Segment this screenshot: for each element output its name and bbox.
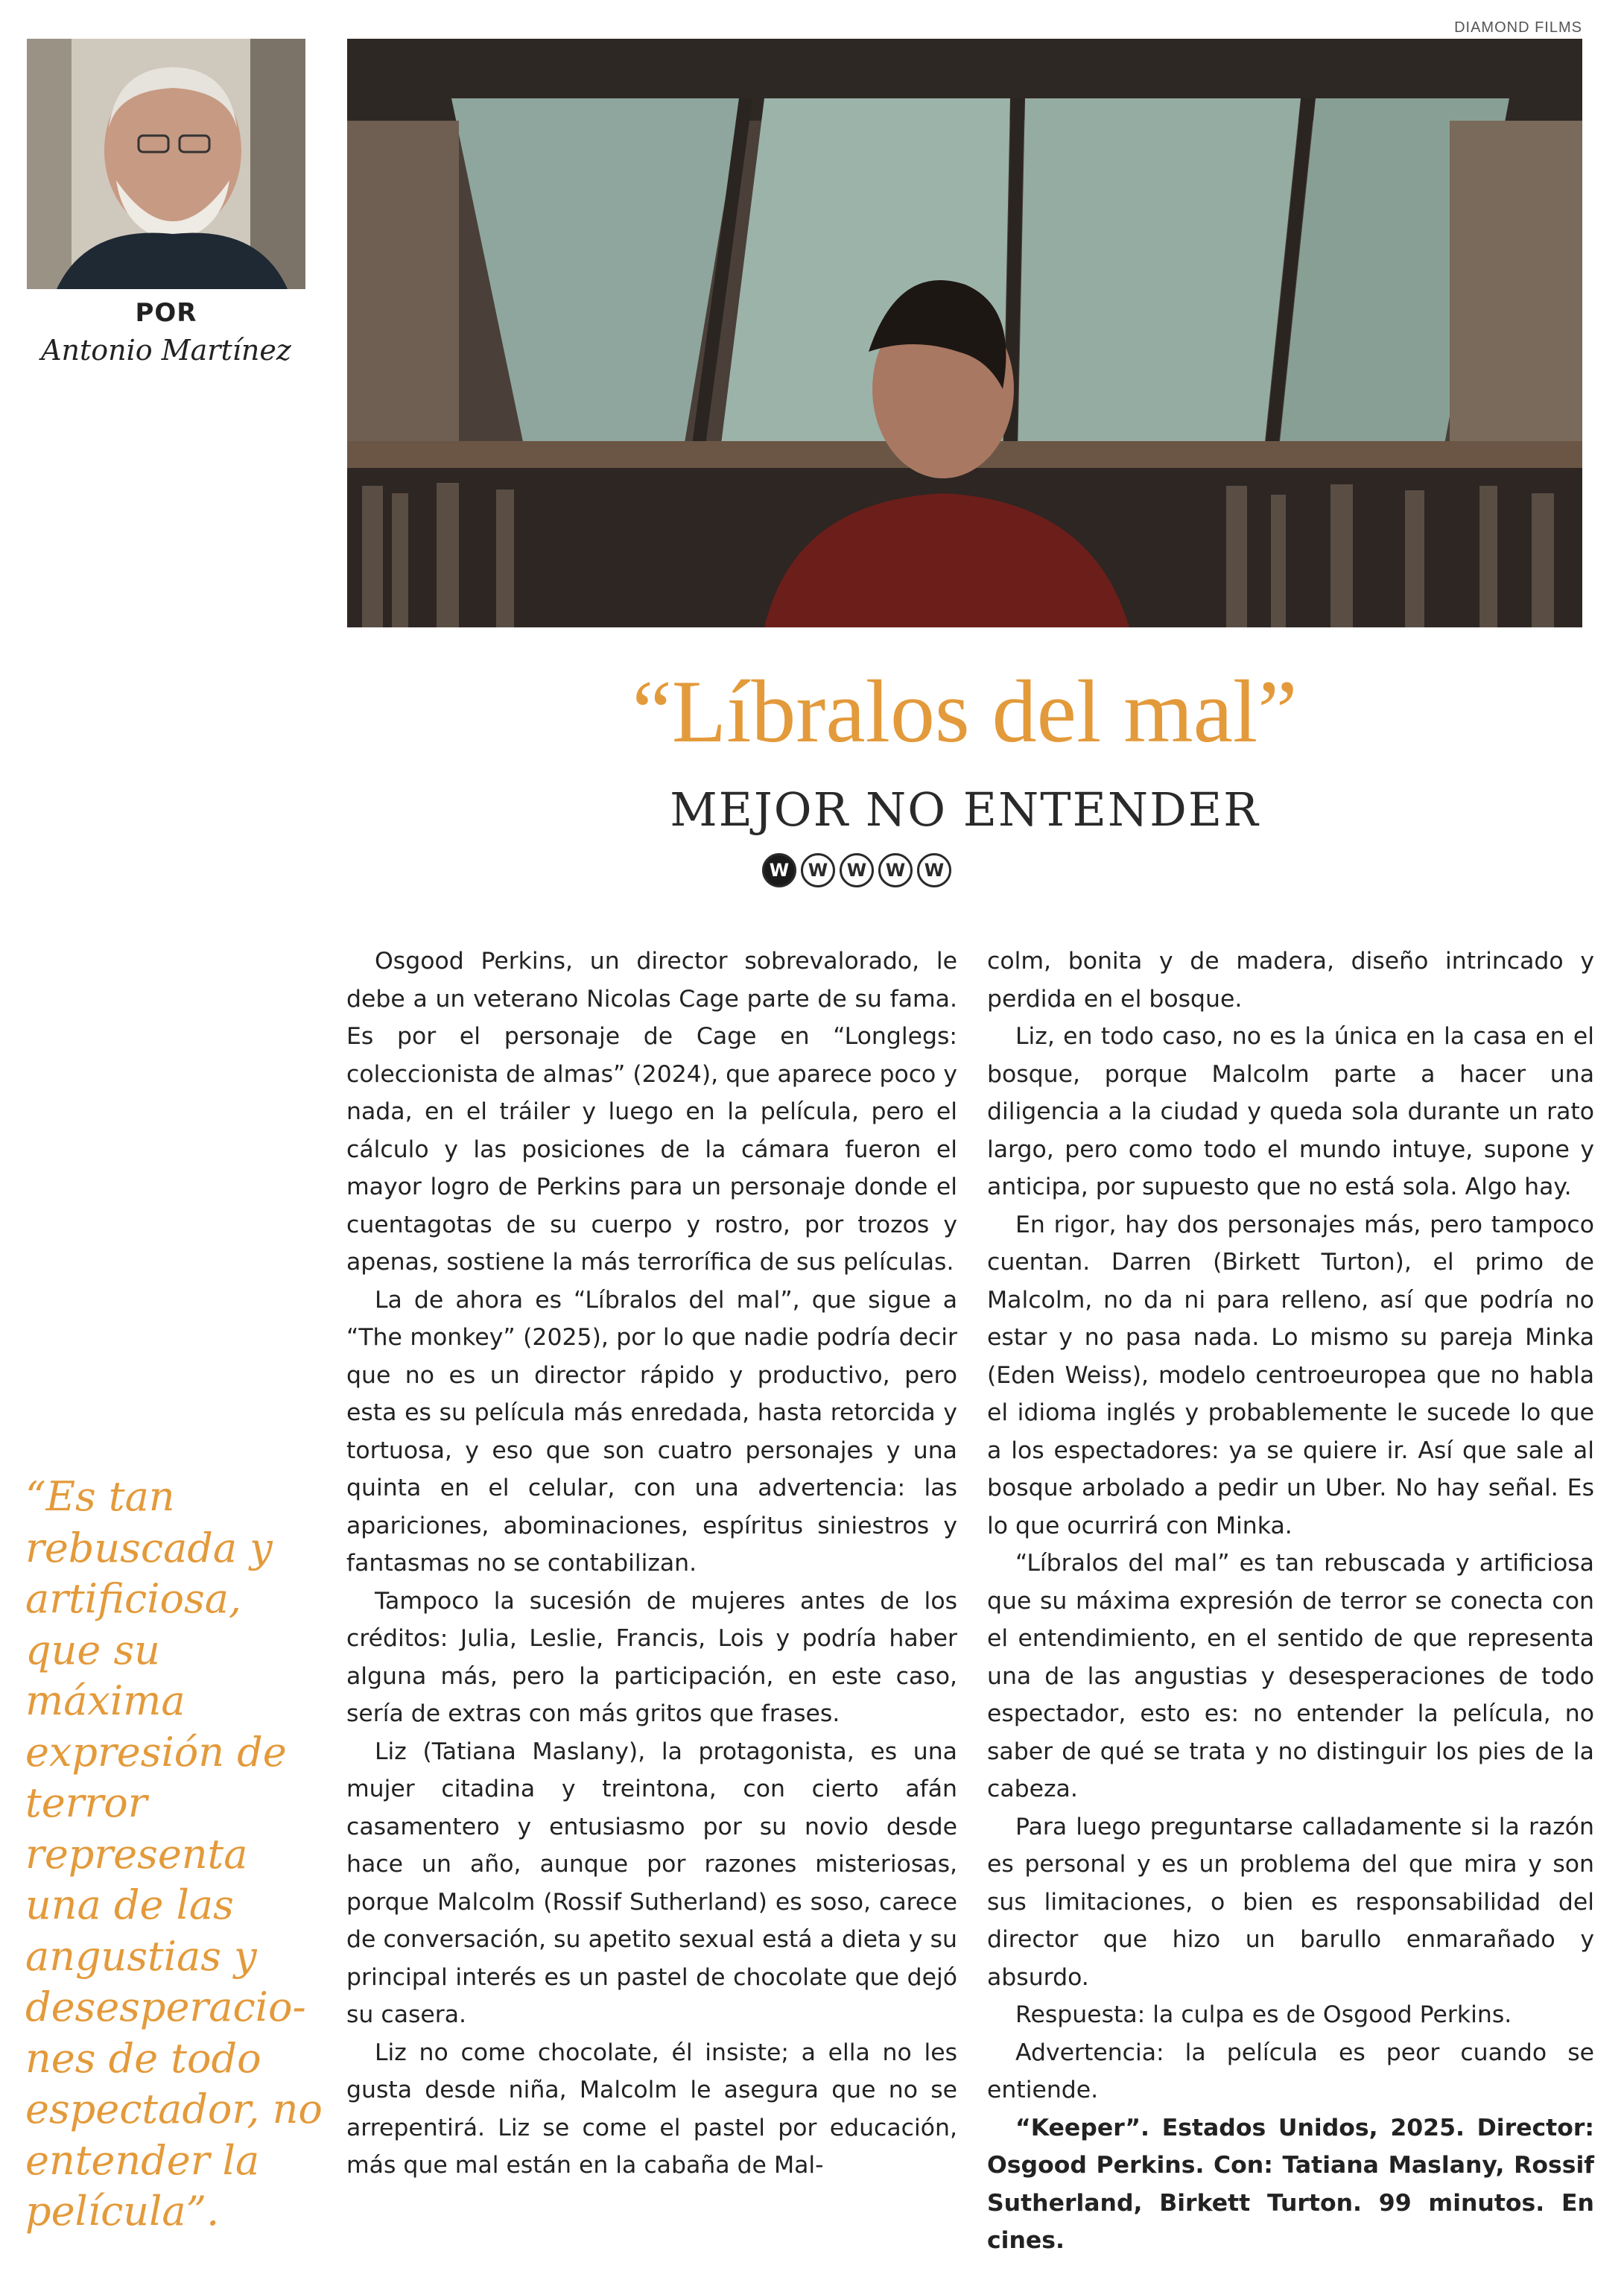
rating-empty-icon: W (840, 853, 874, 887)
technical-sheet: “Keeper”. Estados Unidos, 2025. Director: Osgood Perkins. Con: Tatiana Maslany, Rossif Sutherland, Birkett Turton. 99 minutos. En cines. (987, 2114, 1594, 2254)
article-title: “Líbralos del mal” (632, 662, 1298, 761)
body-paragraph: Liz, en todo caso, no es la única en la casa en el bosque, porque Malcolm parte a hacer una diligencia a la ciudad y queda sola durante un rato largo, pero como todo el mundo intuye, supone y anticipa, por supuesto que no está sola. Algo hay. (987, 1023, 1594, 1200)
author-photo (27, 39, 305, 289)
pull-quote: “Es tan rebuscada y artificiosa, que su máxima expresión de terror representa una de las angustias y desesperacio-nes de todo espectador, no entender la película”. (25, 1473, 323, 2235)
body-paragraph: En rigor, hay dos personajes más, pero tampoco cuentan. Darren (Birkett Turton), el primo de Malcolm, no da ni para relleno, así que podría no estar y no pasa nada. Lo mismo su pareja Minka (Eden Weiss), modelo centroeuropea que no habla el idioma inglés y probablemente le sucede lo que a los espectadores: ya se quiere ir. Así que sale al bosque arbolado a pedir un Uber. No hay señal. Es lo que ocurrirá con Minka. (987, 1211, 1594, 1539)
body-paragraph: Tampoco la sucesión de mujeres antes de los créditos: Julia, Leslie, Francis, Lois y podría haber alguna más, pero la participación, en este caso, sería de extras con más gritos que frases. (346, 1587, 957, 1727)
rating-empty-icon: W (917, 853, 951, 887)
body-paragraph: Liz (Tatiana Maslany), la protagonista, es una mujer citadina y treintona, con cierto afán casamentero y entusiasmo por su novio desde hace un año, aunque por razones misteriosas, porque Malcolm (Rossif Sutherland) es soso, carece de conversación, su apetito sexual está a dieta y su principal interés es un pastel de chocolate que dejó su casera. (346, 1738, 957, 2028)
lead-photo (347, 39, 1582, 627)
body-paragraph: Liz no come chocolate, él insiste; a ella no les gusta desde niña, Malcolm le asegura que no se arrepentirá. Liz se come el pastel por educación, más que mal están en la cabaña de Mal- (346, 2039, 957, 2179)
photo-credit: DIAMOND FILMS (1454, 19, 1582, 36)
body-column-1 (346, 943, 957, 2185)
body-paragraph: “Líbralos del mal” es tan rebuscada y artificiosa que su máxima expresión de terror se conecta con el entendimiento, en el sentido de que representa una de las angustias y desesperaciones de todo espectador, esto es: no entender la película, no saber de qué se trata y no distinguir los pies de la cabeza. (987, 1550, 1594, 1802)
body-paragraph: Advertencia: la película es peor cuando se entiende. (987, 2039, 1594, 2103)
column-2-lead: colm, bonita y de madera, diseño intrincado y perdida en el bosque. (987, 948, 1594, 1013)
body-paragraph: Respuesta: la culpa es de Osgood Perkins. (1015, 2001, 1512, 2028)
body-paragraph: Para luego preguntarse calladamente si la razón es personal y es un problema del que mira y son sus limitaciones, o bien es responsabilidad del director que hizo un barullo enmarañado y absurdo. (987, 1813, 1594, 1991)
article-subtitle: MEJOR NO ENTENDER (670, 782, 1260, 837)
body-paragraph: La de ahora es “Líbralos del mal”, que sigue a “The monkey” (2025), por lo que nadie podría decir que no es un director rápido y productivo, pero esta es su película más enredada, hasta retorcida y tortuosa, y eso que son cuatro personajes y una quinta en el celular, con una advertencia: las apariciones, abominaciones, espíritus siniestros y fantasmas no se contabilizan. (346, 1286, 957, 1577)
body-column-2 (987, 943, 1594, 2260)
author-name: Antonio Martínez (41, 334, 291, 367)
rating-empty-icon: W (878, 853, 913, 887)
rating-filled-icon: W (762, 853, 796, 887)
rating-empty-icon: W (801, 853, 835, 887)
body-paragraph: Osgood Perkins, un director sobrevalorado, le debe a un veterano Nicolas Cage parte de su fama. Es por el personaje de Cage en “Longlegs: coleccionista de almas” (2024), que aparece poco y nada, en el tráiler y luego en la película, pero el cálculo y las posiciones de la cámara fueron el mayor logro de Perkins para un personaje donde el cuentagotas de su cuerpo y rostro, por trozos y apenas, sostiene la más terrorífica de sus películas. (346, 948, 957, 1276)
rating (0, 853, 1624, 887)
byline-label: POR (135, 298, 197, 328)
